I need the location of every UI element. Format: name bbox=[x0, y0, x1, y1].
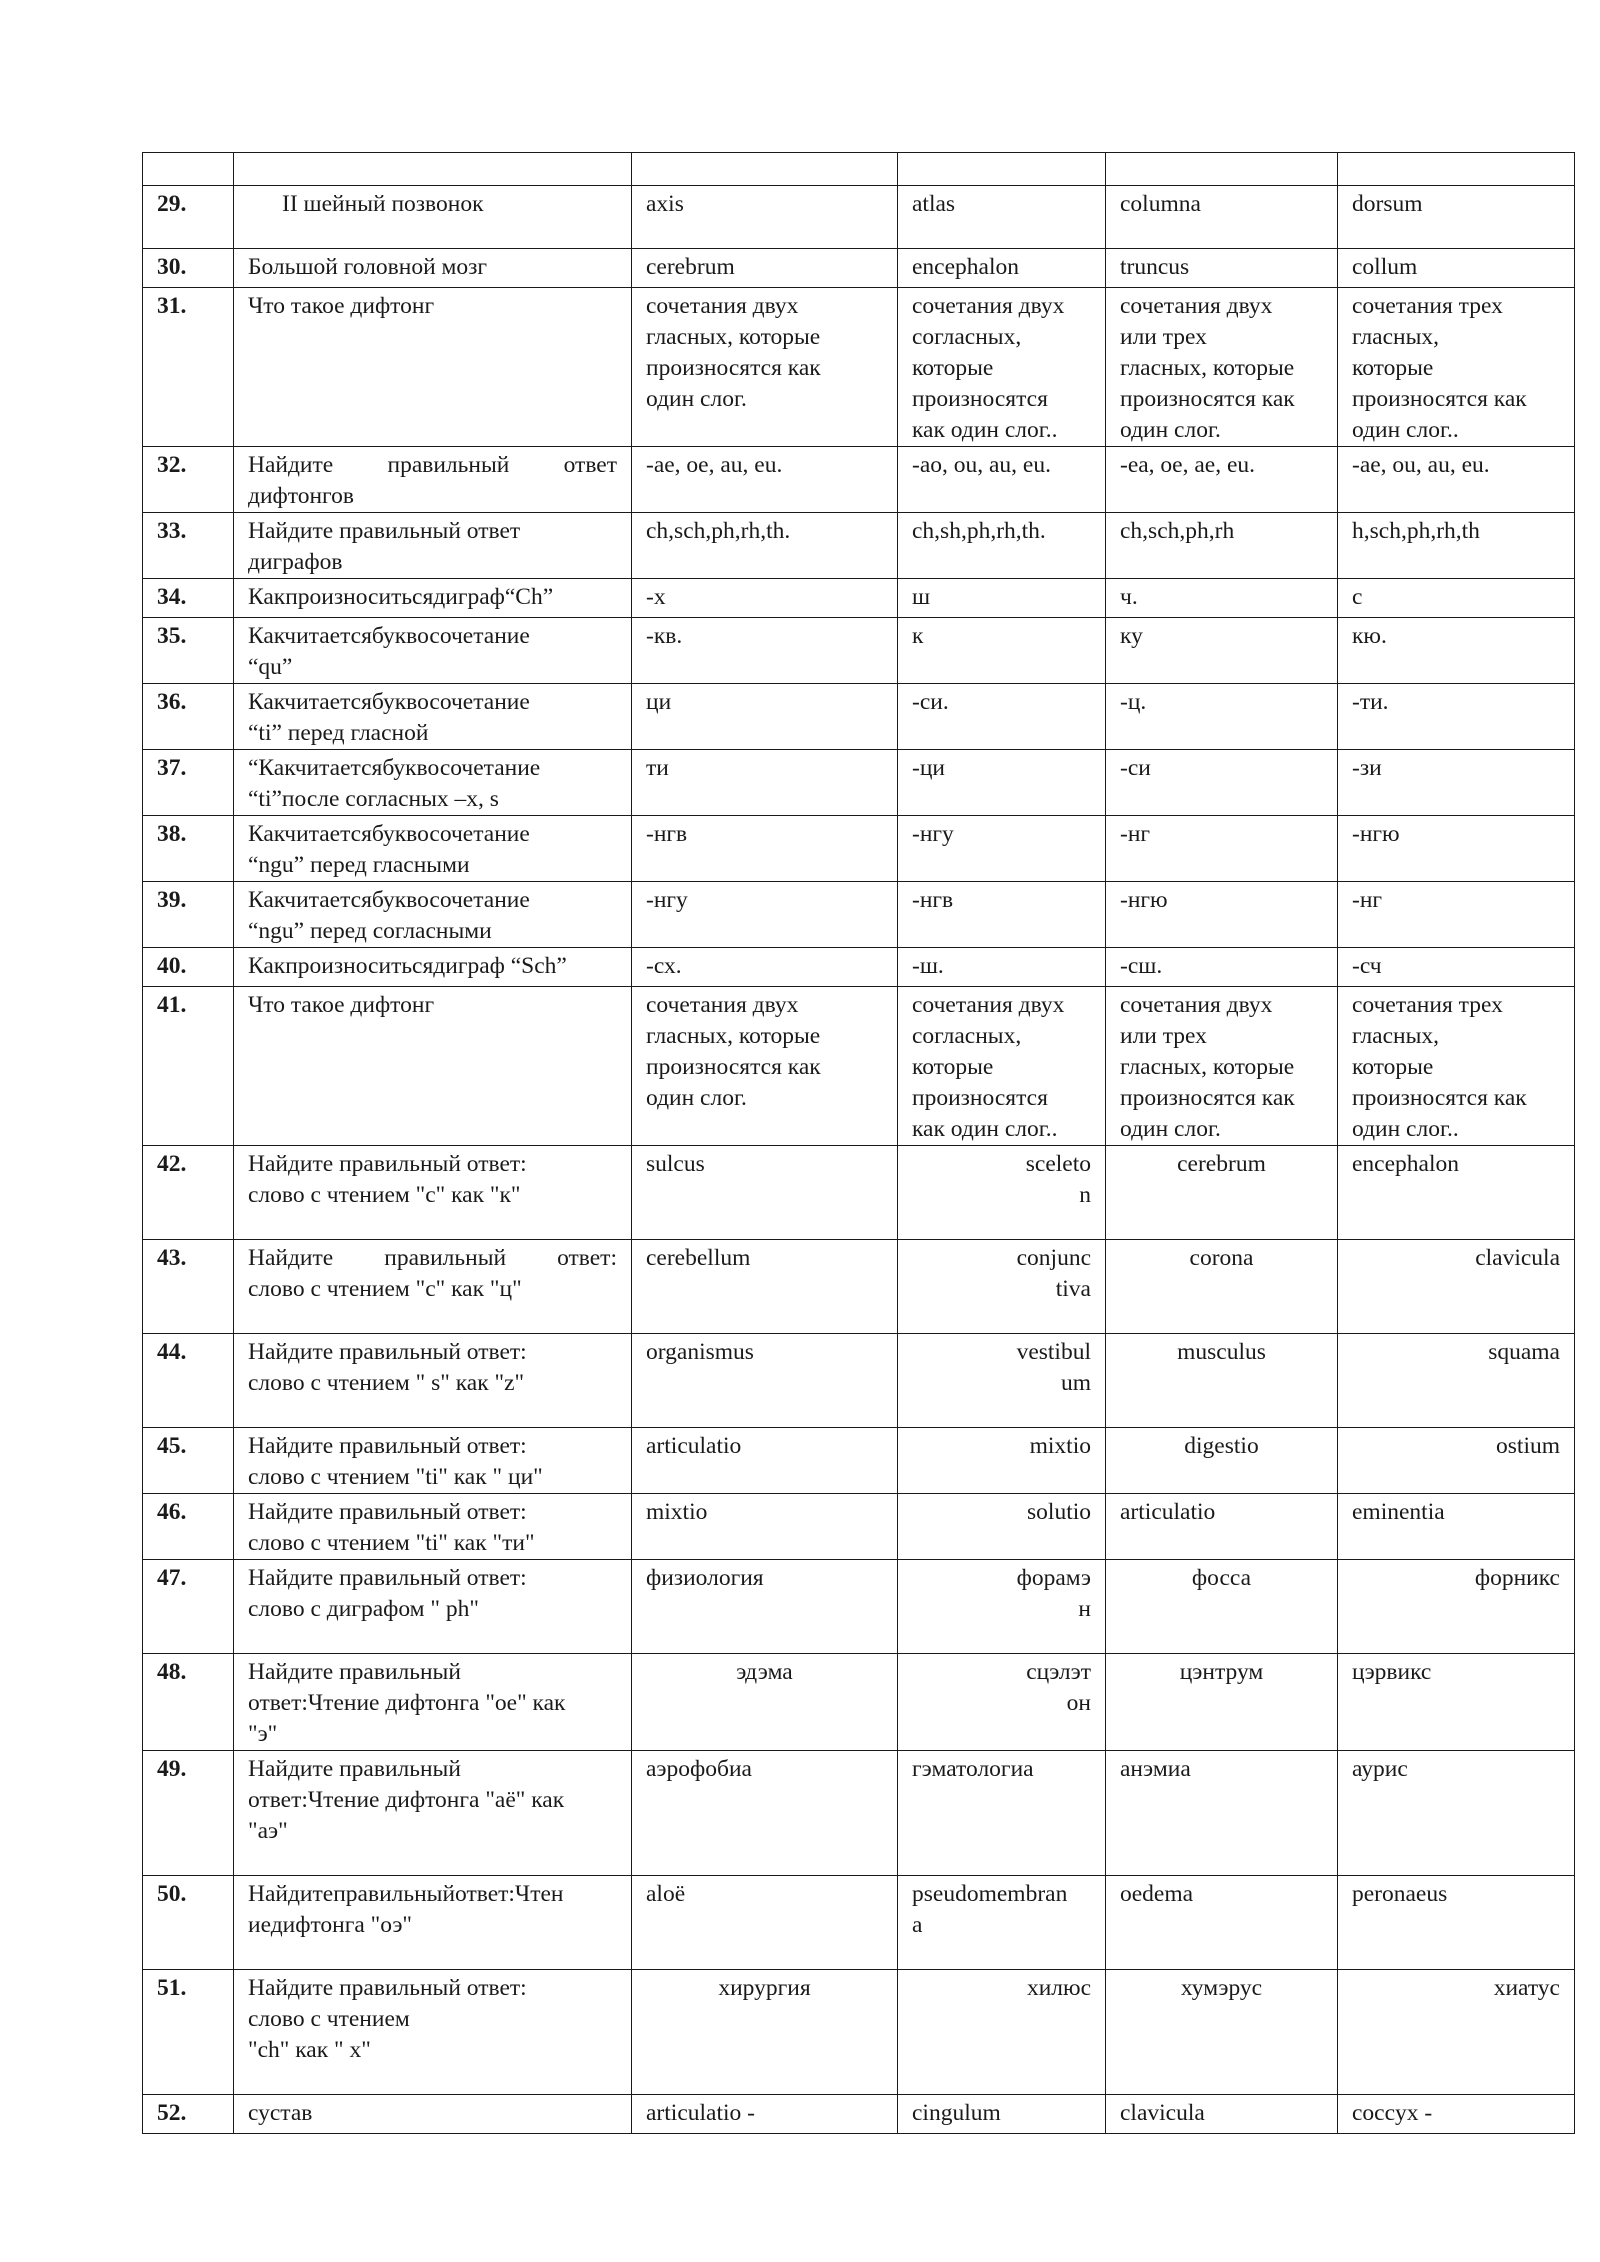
answer-option-a: хирургия bbox=[632, 1970, 898, 2095]
question-text: Какчитаетсябуквосочетание “qu” bbox=[234, 618, 632, 684]
answer-option-d: peronaeus bbox=[1338, 1876, 1575, 1970]
table-row bbox=[143, 882, 1575, 948]
answer-option-b: сцэлэт он bbox=[898, 1654, 1106, 1751]
answer-option-d: кю. bbox=[1338, 618, 1575, 684]
answer-option-a: ци bbox=[632, 684, 898, 750]
answer-option-a: ти bbox=[632, 750, 898, 816]
answer-option-d: coccyx - bbox=[1338, 2095, 1575, 2134]
answer-option-a: сочетания двух гласных, которые произносятся как один слог. bbox=[632, 288, 898, 447]
table-row bbox=[143, 987, 1575, 1146]
question-text: Найдите правильный ответ: слово с чтением "ti" как "ти" bbox=[234, 1494, 632, 1560]
answer-option-b: atlas bbox=[898, 186, 1106, 249]
answer-option-a: articulatio - bbox=[632, 2095, 898, 2134]
answer-option-b: conjunc tiva bbox=[898, 1240, 1106, 1334]
question-number: 37. bbox=[143, 750, 234, 816]
header-cell-option-c bbox=[1106, 153, 1338, 186]
question-text: Найдите правильный ответ диграфов bbox=[234, 513, 632, 579]
question-line: слово с чтением "с" как "ц" bbox=[248, 1276, 522, 1302]
question-number: 51. bbox=[143, 1970, 234, 2095]
answer-option-a: aloë bbox=[632, 1876, 898, 1970]
answer-option-d: encephalon bbox=[1338, 1146, 1575, 1240]
answer-option-c: oedema bbox=[1106, 1876, 1338, 1970]
answer-option-d: clavicula bbox=[1338, 1240, 1575, 1334]
answer-option-a: -нгв bbox=[632, 816, 898, 882]
answer-option-b: ch,sh,ph,rh,th. bbox=[898, 513, 1106, 579]
answer-option-c: ch,sch,ph,rh bbox=[1106, 513, 1338, 579]
question-text: Какчитаетсябуквосочетание “ngu” перед гласными bbox=[234, 816, 632, 882]
question-text: Найдите правильный ответ: слово с чтением "ti" как " ци" bbox=[234, 1428, 632, 1494]
answer-option-a: mixtio bbox=[632, 1494, 898, 1560]
question-text: Найдите правильный ответ: слово с диграфом " ph" bbox=[234, 1560, 632, 1654]
question-text: сустав bbox=[234, 2095, 632, 2134]
answer-option-c: musculus bbox=[1106, 1334, 1338, 1428]
answer-option-d: -ae, ou, au, eu. bbox=[1338, 447, 1575, 513]
answer-option-b: сочетания двух согласных, которые произносятся как один слог.. bbox=[898, 987, 1106, 1146]
answer-option-c: сочетания двух или трех гласных, которые произносятся как один слог. bbox=[1106, 288, 1338, 447]
answer-option-c: -сш. bbox=[1106, 948, 1338, 987]
answer-option-c: -нгю bbox=[1106, 882, 1338, 948]
answer-option-b: форамэ н bbox=[898, 1560, 1106, 1654]
table-row bbox=[143, 579, 1575, 618]
question-text: Найдите правильный ответ: слово с чтением " s" как "z" bbox=[234, 1334, 632, 1428]
table-row bbox=[143, 1428, 1575, 1494]
header-cell-option-a bbox=[632, 153, 898, 186]
question-number: 30. bbox=[143, 249, 234, 288]
table-row bbox=[143, 1970, 1575, 2095]
answer-option-b: хилюс bbox=[898, 1970, 1106, 2095]
answer-option-a: аэрофобиа bbox=[632, 1751, 898, 1876]
question-text: Большой головной мозг bbox=[234, 249, 632, 288]
table-row bbox=[143, 1334, 1575, 1428]
header-cell-number bbox=[143, 153, 234, 186]
answer-option-b: ш bbox=[898, 579, 1106, 618]
answer-option-d: -сч bbox=[1338, 948, 1575, 987]
answer-option-d: eminentia bbox=[1338, 1494, 1575, 1560]
question-number: 36. bbox=[143, 684, 234, 750]
question-text: II шейный позвонок bbox=[234, 186, 632, 249]
answer-option-b: к bbox=[898, 618, 1106, 684]
table-row bbox=[143, 1876, 1575, 1970]
question-number: 42. bbox=[143, 1146, 234, 1240]
table-row bbox=[143, 750, 1575, 816]
question-text: Что такое дифтонг bbox=[234, 288, 632, 447]
question-number: 40. bbox=[143, 948, 234, 987]
answer-option-d: -ти. bbox=[1338, 684, 1575, 750]
answer-option-b: -ao, ou, au, eu. bbox=[898, 447, 1106, 513]
table-row bbox=[143, 1560, 1575, 1654]
answer-option-b: sceleto n bbox=[898, 1146, 1106, 1240]
table-row bbox=[143, 618, 1575, 684]
answer-option-c: фосса bbox=[1106, 1560, 1338, 1654]
answer-option-a: cerebrum bbox=[632, 249, 898, 288]
answer-option-a: -сх. bbox=[632, 948, 898, 987]
table-row bbox=[143, 447, 1575, 513]
question-number: 31. bbox=[143, 288, 234, 447]
answer-option-b: сочетания двух согласных, которые произносятся как один слог.. bbox=[898, 288, 1106, 447]
table-row bbox=[143, 1654, 1575, 1751]
answer-option-d: h,sch,ph,rh,th bbox=[1338, 513, 1575, 579]
answer-option-c: цэнтрум bbox=[1106, 1654, 1338, 1751]
table-row bbox=[143, 1240, 1575, 1334]
question-text: Какпроизноситьсядиграф “Sch” bbox=[234, 948, 632, 987]
question-number: 49. bbox=[143, 1751, 234, 1876]
answer-option-c: ч. bbox=[1106, 579, 1338, 618]
table-row bbox=[143, 513, 1575, 579]
answer-option-b: -ш. bbox=[898, 948, 1106, 987]
answer-option-c: -си bbox=[1106, 750, 1338, 816]
question-text: Что такое дифтонг bbox=[234, 987, 632, 1146]
answer-option-c: -ea, oe, ae, eu. bbox=[1106, 447, 1338, 513]
answer-option-a: cerebellum bbox=[632, 1240, 898, 1334]
question-number: 47. bbox=[143, 1560, 234, 1654]
table-body bbox=[143, 153, 1575, 2134]
table-row bbox=[143, 186, 1575, 249]
answer-option-a: organismus bbox=[632, 1334, 898, 1428]
answer-option-c: ку bbox=[1106, 618, 1338, 684]
answer-option-d: цэрвикс bbox=[1338, 1654, 1575, 1751]
answer-option-b: -ци bbox=[898, 750, 1106, 816]
answer-option-c: articulatio bbox=[1106, 1494, 1338, 1560]
answer-option-a: -кв. bbox=[632, 618, 898, 684]
answer-option-d: squama bbox=[1338, 1334, 1575, 1428]
header-cell-option-d bbox=[1338, 153, 1575, 186]
question-text: Найдите правильный ответ:Чтение дифтонга "аё" как "аэ" bbox=[234, 1751, 632, 1876]
answer-option-d: сочетания трех гласных, которые произносятся как один слог.. bbox=[1338, 288, 1575, 447]
question-number: 45. bbox=[143, 1428, 234, 1494]
header-cell-option-b bbox=[898, 153, 1106, 186]
answer-option-c: анэмиа bbox=[1106, 1751, 1338, 1876]
answer-option-b: -нгв bbox=[898, 882, 1106, 948]
question-text: Какпроизноситьсядиграф“Ch” bbox=[234, 579, 632, 618]
answer-option-c: cerebrum bbox=[1106, 1146, 1338, 1240]
question-number: 41. bbox=[143, 987, 234, 1146]
answer-option-c: -нг bbox=[1106, 816, 1338, 882]
question-line: Найдите правильный ответ: bbox=[248, 1245, 617, 1271]
question-text: Найдите правильный ответ: слово с чтением "ch" как " x" bbox=[234, 1970, 632, 2095]
header-row bbox=[143, 153, 1575, 186]
questions-table bbox=[142, 152, 1575, 2134]
answer-option-a: -x bbox=[632, 579, 898, 618]
table-row bbox=[143, 288, 1575, 447]
answer-option-d: с bbox=[1338, 579, 1575, 618]
question-number: 35. bbox=[143, 618, 234, 684]
answer-option-c: -ц. bbox=[1106, 684, 1338, 750]
question-text bbox=[234, 1240, 632, 1334]
answer-option-b: solutio bbox=[898, 1494, 1106, 1560]
answer-option-d: dorsum bbox=[1338, 186, 1575, 249]
answer-option-c: digestio bbox=[1106, 1428, 1338, 1494]
answer-option-b: -си. bbox=[898, 684, 1106, 750]
table-row bbox=[143, 1146, 1575, 1240]
question-text: Найдите правильный ответ:Чтение дифтонга "oe" как "э" bbox=[234, 1654, 632, 1751]
answer-option-c: хумэрус bbox=[1106, 1970, 1338, 2095]
answer-option-b: encephalon bbox=[898, 249, 1106, 288]
answer-option-a: ch,sch,ph,rh,th. bbox=[632, 513, 898, 579]
question-number: 52. bbox=[143, 2095, 234, 2134]
answer-option-b: cingulum bbox=[898, 2095, 1106, 2134]
question-number: 43. bbox=[143, 1240, 234, 1334]
question-number: 34. bbox=[143, 579, 234, 618]
answer-option-a: -нгу bbox=[632, 882, 898, 948]
answer-option-b: гэматологиа bbox=[898, 1751, 1106, 1876]
answer-option-b: mixtio bbox=[898, 1428, 1106, 1494]
answer-option-c: corona bbox=[1106, 1240, 1338, 1334]
question-line: дифтонгов bbox=[248, 483, 354, 509]
answer-option-d: форникс bbox=[1338, 1560, 1575, 1654]
answer-option-d: -нг bbox=[1338, 882, 1575, 948]
table-row bbox=[143, 1494, 1575, 1560]
question-text: Какчитаетсябуквосочетание “ti” перед гласной bbox=[234, 684, 632, 750]
table-row bbox=[143, 816, 1575, 882]
answer-option-a: articulatio bbox=[632, 1428, 898, 1494]
answer-option-d: хиатус bbox=[1338, 1970, 1575, 2095]
table-row bbox=[143, 684, 1575, 750]
answer-option-d: -зи bbox=[1338, 750, 1575, 816]
answer-option-d: collum bbox=[1338, 249, 1575, 288]
question-text: “Какчитаетсябуквосочетание “ti”после согласных –x, s bbox=[234, 750, 632, 816]
question-text: Какчитаетсябуквосочетание “ngu” перед согласными bbox=[234, 882, 632, 948]
question-line: Найдите правильный ответ bbox=[248, 452, 617, 478]
question-number: 32. bbox=[143, 447, 234, 513]
header-cell-question bbox=[234, 153, 632, 186]
answer-option-c: truncus bbox=[1106, 249, 1338, 288]
answer-option-a: физиология bbox=[632, 1560, 898, 1654]
question-number: 48. bbox=[143, 1654, 234, 1751]
answer-option-d: ostium bbox=[1338, 1428, 1575, 1494]
answer-option-b: vestibul um bbox=[898, 1334, 1106, 1428]
question-number: 29. bbox=[143, 186, 234, 249]
answer-option-a: сочетания двух гласных, которые произносятся как один слог. bbox=[632, 987, 898, 1146]
table-row bbox=[143, 948, 1575, 987]
answer-option-d: аурис bbox=[1338, 1751, 1575, 1876]
answer-option-a: sulcus bbox=[632, 1146, 898, 1240]
answer-option-b: -нгу bbox=[898, 816, 1106, 882]
question-text: Найдите правильный ответ: слово с чтением "с" как "к" bbox=[234, 1146, 632, 1240]
question-number: 39. bbox=[143, 882, 234, 948]
question-number: 38. bbox=[143, 816, 234, 882]
question-number: 33. bbox=[143, 513, 234, 579]
answer-option-b: pseudomembran a bbox=[898, 1876, 1106, 1970]
answer-option-a: эдэма bbox=[632, 1654, 898, 1751]
table-row bbox=[143, 1751, 1575, 1876]
answer-option-a: -ae, oe, au, eu. bbox=[632, 447, 898, 513]
answer-option-c: clavicula bbox=[1106, 2095, 1338, 2134]
answer-option-c: columna bbox=[1106, 186, 1338, 249]
question-text bbox=[234, 447, 632, 513]
table-row bbox=[143, 2095, 1575, 2134]
question-text: Найдитеправильныйответ:Чтен иедифтонга "оэ" bbox=[234, 1876, 632, 1970]
question-number: 50. bbox=[143, 1876, 234, 1970]
answer-option-d: -нгю bbox=[1338, 816, 1575, 882]
answer-option-c: сочетания двух или трех гласных, которые произносятся как один слог. bbox=[1106, 987, 1338, 1146]
table-row bbox=[143, 249, 1575, 288]
question-number: 44. bbox=[143, 1334, 234, 1428]
question-number: 46. bbox=[143, 1494, 234, 1560]
answer-option-a: axis bbox=[632, 186, 898, 249]
answer-option-d: сочетания трех гласных, которые произносятся как один слог.. bbox=[1338, 987, 1575, 1146]
